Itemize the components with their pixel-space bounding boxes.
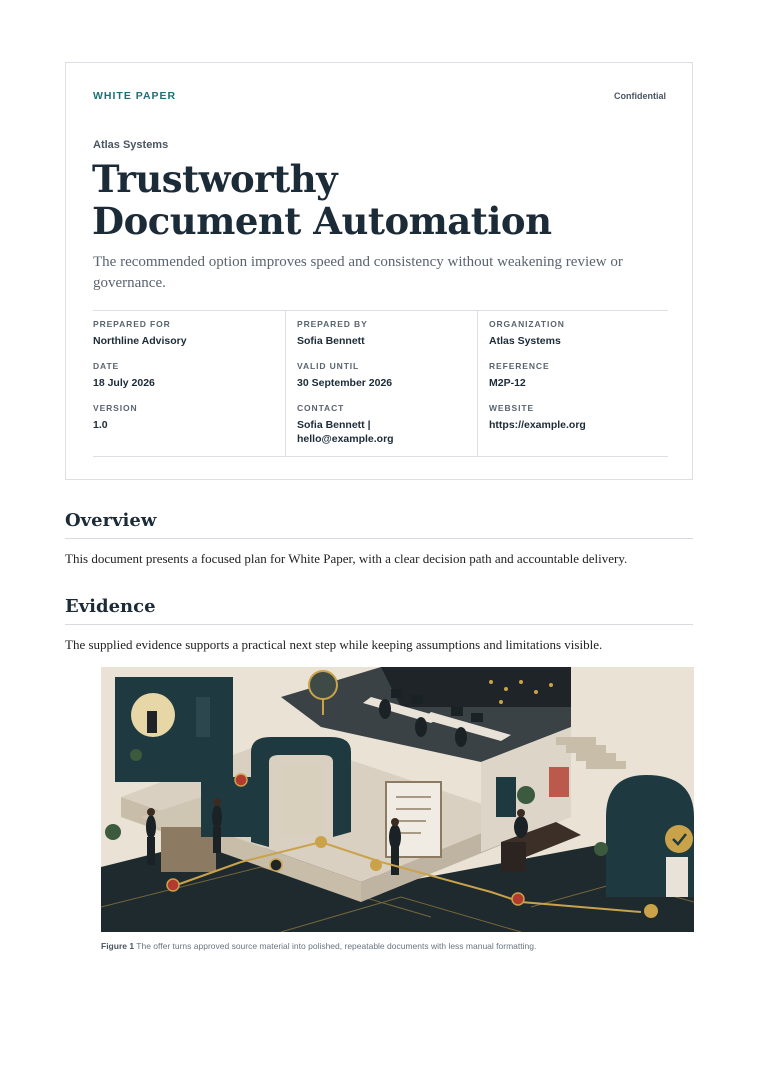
website-link[interactable]: https://example.org — [489, 419, 586, 431]
field-label: PREPARED BY — [297, 319, 368, 329]
section-text-overview: This document presents a focused plan for White Paper, with a clear decision path and accountable delivery. — [65, 551, 628, 566]
metadata-column-2 — [285, 311, 477, 456]
field-value: 30 September 2026 — [297, 377, 393, 389]
field-label: VALID UNTIL — [297, 361, 360, 371]
title-line-1: Trustworthy — [92, 157, 338, 201]
title-line-2: Document Automation — [92, 199, 552, 243]
field-label: REFERENCE — [489, 361, 550, 371]
metadata-field — [93, 403, 285, 445]
document-subtitle: The recommended option improves speed and consistency without weakening review or governance. — [93, 254, 623, 291]
metadata-field — [93, 361, 285, 403]
confidentiality-badge: Confidential — [614, 91, 666, 101]
metadata-column-1 — [93, 311, 285, 456]
figure-caption — [101, 941, 536, 951]
document-type-label: WHITE PAPER — [93, 90, 177, 102]
section-text-evidence: The supplied evidence supports a practical next step while keeping assumptions and limitations visible. — [65, 637, 603, 652]
office-illustration — [101, 667, 694, 932]
metadata-column-3 — [477, 311, 668, 456]
field-value: Sofia Bennett | hello@example.org — [297, 419, 394, 445]
field-label: WEBSITE — [489, 403, 535, 413]
metadata-field — [489, 319, 668, 361]
metadata-field — [489, 361, 668, 403]
field-value: Sofia Bennett — [297, 335, 365, 347]
document-title — [92, 158, 672, 242]
field-value: Northline Advisory — [93, 335, 187, 347]
field-value: 18 July 2026 — [93, 377, 155, 389]
metadata-field — [297, 403, 477, 445]
metadata-field — [489, 403, 668, 445]
figure-illustration — [101, 667, 694, 932]
field-label: ORGANIZATION — [489, 319, 565, 329]
field-value: M2P-12 — [489, 377, 526, 389]
organization-line: Atlas Systems — [93, 139, 169, 151]
field-label: VERSION — [93, 403, 138, 413]
field-label: DATE — [93, 361, 120, 371]
field-value: Atlas Systems — [489, 335, 561, 347]
metadata-field — [297, 361, 477, 403]
field-label: CONTACT — [297, 403, 345, 413]
section-heading-evidence: Evidence — [65, 596, 693, 625]
field-label: PREPARED FOR — [93, 319, 171, 329]
field-value: 1.0 — [93, 419, 108, 431]
metadata-table — [93, 310, 668, 457]
figure-label: Figure 1 — [101, 941, 135, 951]
metadata-field — [93, 319, 285, 361]
section-heading-overview: Overview — [65, 510, 693, 539]
cover-card — [65, 62, 693, 480]
metadata-field — [297, 319, 477, 361]
figure-caption-text: The offer turns approved source material into polished, repeatable documents with less manual formatting. — [136, 941, 537, 951]
